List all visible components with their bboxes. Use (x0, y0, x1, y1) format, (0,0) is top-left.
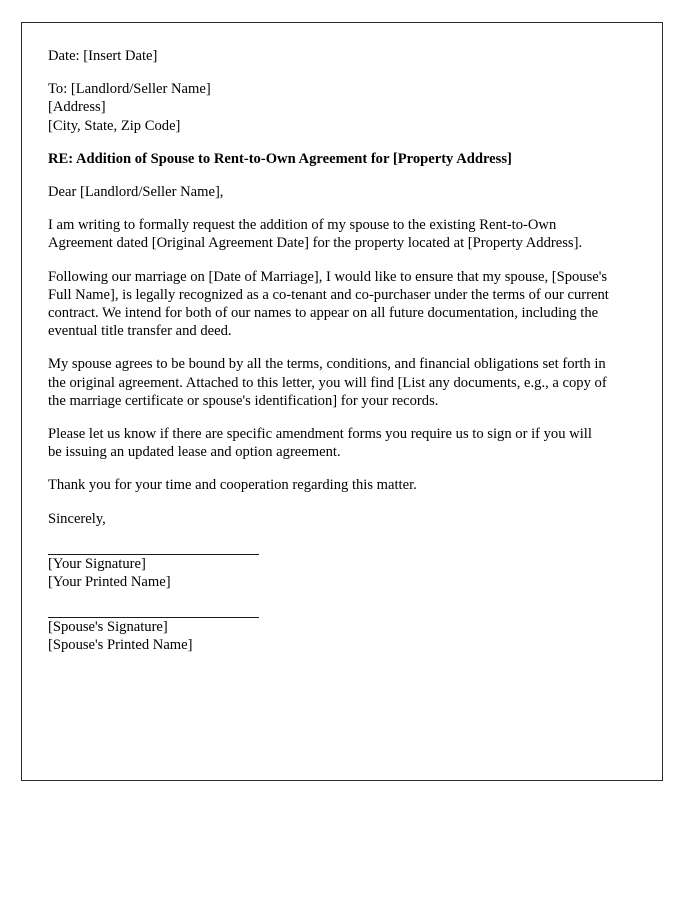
recipient-line-address: [Address] (48, 99, 106, 116)
date-line: Date: [Insert Date] (48, 48, 158, 64)
subject-line: RE: Addition of Spouse to Rent-to-Own Agreement for [Property Address] (48, 150, 512, 167)
salutation: Dear [Landlord/Seller Name], (48, 184, 224, 201)
letter-body (22, 23, 662, 655)
paragraph-request: I am writing to formally request the addition of my spouse to the existing Rent-to-Own Agreement dated [Original Agreement Date] for the property located at [Property Address]. (48, 217, 583, 252)
signature-block-self (48, 554, 348, 591)
recipient-line-city-state-zip: [City, State, Zip Code] (48, 117, 181, 134)
spacer (48, 135, 662, 150)
signature-label-spouse: [Spouse's Signature] (48, 619, 168, 636)
spacer (48, 168, 662, 183)
recipient-line-name: To: [Landlord/Seller Name] (48, 81, 211, 98)
paragraph-thanks: Thank you for your time and cooperation regarding this matter. (48, 477, 417, 494)
spacer (48, 340, 662, 355)
paragraph-amendment-forms: Please let us know if there are specific amendment forms you require us to sign or if you will be issuing an updated lease and option agreement. (48, 426, 592, 461)
printed-name-label-self: [Your Printed Name] (48, 574, 171, 591)
closing: Sincerely, (48, 510, 106, 527)
paragraph-marriage: Following our marriage on [Date of Marriage], I would like to ensure that my spouse, [Spouse's Full Name], is legally recognized as a co-tenant and co-purchaser under the terms of our current contract. We intend for both of our names to appear on all future documentation, including the eventual title transfer and deed. (48, 268, 609, 340)
spacer (48, 495, 662, 510)
recipient-block (48, 80, 609, 135)
spacer (48, 591, 662, 617)
signature-block-spouse (48, 617, 348, 654)
spacer (48, 201, 662, 216)
spacer (48, 253, 662, 268)
printed-name-label-spouse: [Spouse's Printed Name] (48, 637, 193, 654)
letter-page (21, 22, 663, 781)
spacer (48, 528, 662, 554)
spacer (48, 65, 662, 80)
signature-label-self: [Your Signature] (48, 555, 146, 572)
spacer (48, 410, 662, 425)
spacer (48, 461, 662, 476)
paragraph-obligations: My spouse agrees to be bound by all the terms, conditions, and financial obligations set forth in the original agreement. Attached to this letter, you will find [List any documents, e.g., a copy of the marriage certificate or spouse's identification] for your records. (48, 356, 607, 409)
